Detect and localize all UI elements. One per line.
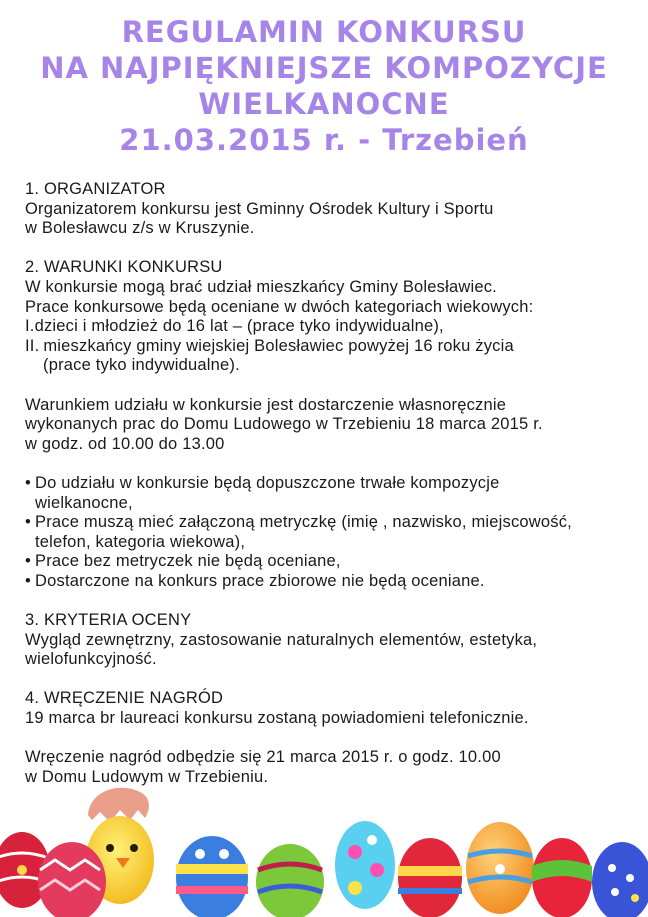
section-3-heading: 3. KRYTERIA OCENY	[25, 611, 192, 630]
bullet-item	[25, 552, 635, 572]
section-2-line-1: W konkursie mogą brać udział mieszkańcy Gminy Bolesławiec.	[25, 277, 497, 296]
title-line-2: NA NAJPIĘKNIEJSZE KOMPOZYCJE	[40, 51, 608, 85]
category-1-text: dzieci i młodzież do 16 lat – (prace tyko indywidualne),	[34, 317, 444, 336]
red-yellow-egg-icon	[398, 838, 462, 917]
green-egg-icon	[256, 844, 324, 917]
title-line-3: WIELKANOCNE	[198, 87, 450, 121]
bullet-text: Dostarczone na konkurs prace zbiorowe nie będą oceniane.	[35, 571, 485, 590]
bullet-text-continuation: telefon, kategoria wiekowa),	[35, 532, 246, 551]
section-4-line-1: 19 marca br laureaci konkursu zostaną powiadomieni telefonicznie.	[25, 709, 529, 728]
section-2-line-2: Prace konkursowe będą oceniane w dwóch kategoriach wiekowych:	[25, 297, 534, 316]
bullet-icon: •	[25, 513, 31, 532]
document-title	[0, 14, 648, 158]
section-1-heading: 1. ORGANIZATOR	[25, 180, 166, 198]
title-line-1: REGULAMIN KONKURSU	[121, 15, 527, 49]
bullet-icon: •	[25, 571, 31, 590]
orange-egg-icon	[466, 822, 534, 914]
condition-line-3: w godz. od 10.00 do 13.00	[25, 434, 225, 453]
section-4-line-3: w Domu Ludowym w Trzebieniu.	[25, 767, 269, 786]
regulations-body	[25, 180, 635, 787]
category-2-text: mieszkańcy gminy wiejskiej Bolesławiec powyżej 16 roku życia	[43, 336, 514, 355]
blue-egg-icon	[176, 836, 248, 917]
condition-line-2: wykonanych prac do Domu Ludowego w Trzebieniu 18 marca 2015 r.	[25, 415, 543, 434]
title-line-4: 21.03.2015 r. - Trzebień	[119, 123, 529, 157]
blue-dotted-egg-icon	[592, 842, 648, 917]
category-1-number: I.	[25, 317, 35, 336]
section-2-heading: 2. WARUNKI KONKURSU	[25, 258, 223, 277]
section-1-line-2: w Bolesławcu z/s w Kruszynie.	[25, 219, 255, 238]
bullet-text-continuation: wielkanocne,	[35, 493, 133, 512]
cyan-egg-icon	[335, 821, 395, 909]
section-4-heading: 4. WRĘCZENIE NAGRÓD	[25, 689, 224, 708]
section-1-line-1: Organizatorem konkursu jest Gminny Ośrodek Kultury i Sportu	[25, 199, 494, 218]
bullet-icon: •	[25, 473, 31, 492]
section-3-line-2: wielofunkcyjność.	[25, 650, 157, 669]
bullet-text: Prace bez metryczek nie będą oceniane,	[35, 552, 341, 571]
bullet-item	[25, 474, 635, 494]
bullet-icon: •	[25, 552, 31, 571]
category-2-continuation: (prace tyko indywidualne).	[43, 356, 240, 375]
green-red-egg-icon	[532, 838, 592, 917]
category-2-number: II.	[25, 336, 40, 355]
easter-eggs-illustration	[0, 767, 648, 917]
category-2	[25, 337, 635, 357]
section-3-line-1: Wygląd zewnętrzny, zastosowanie naturalnych elementów, estetyka,	[25, 630, 538, 649]
bullet-item	[25, 572, 635, 592]
category-1	[25, 317, 635, 337]
bullet-text: Prace muszą mieć załączoną metryczkę (imię , nazwisko, miejscowość,	[35, 513, 572, 532]
bullet-item	[25, 513, 635, 533]
condition-line-1: Warunkiem udziału w konkursie jest dostarczenie własnoręcznie	[25, 395, 507, 414]
bullet-text: Do udziału w konkursie będą dopuszczone trwałe kompozycje	[35, 473, 500, 492]
section-4-line-2: Wręczenie nagród odbędzie się 21 marca 2015 r. o godz. 10.00	[25, 748, 501, 767]
